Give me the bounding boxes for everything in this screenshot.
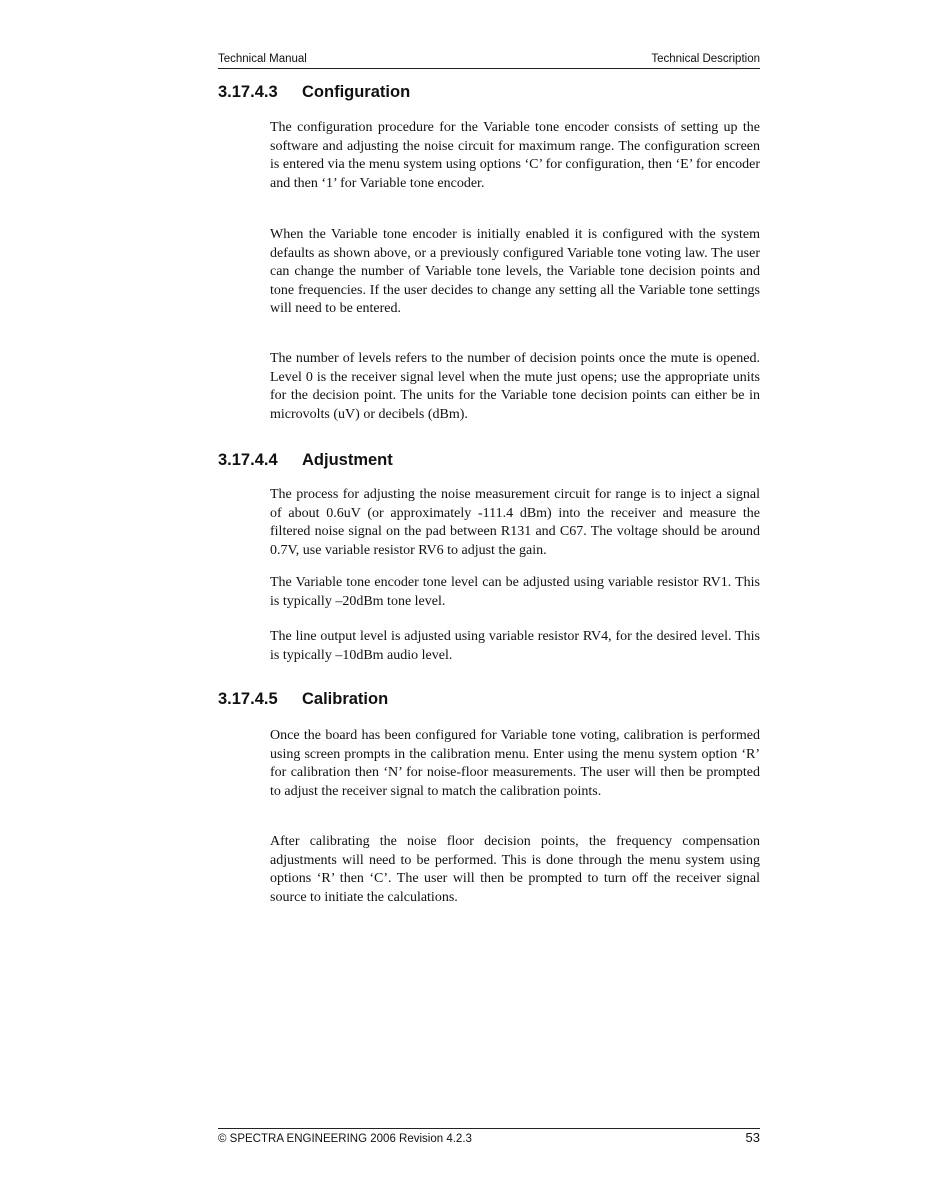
section-heading-calibration — [218, 689, 388, 709]
page-number: 53 — [745, 1130, 760, 1145]
page-footer — [218, 1128, 760, 1147]
paragraph: The process for adjusting the noise measurement circuit for range is to inject a signal of about 0.6uV (or approximately -111.4 dBm) into the receiver and measure the filtered noise signal on the pad between R131 and C67. The voltage should be around 0.7V, use variable resistor RV6 to adjust the gain. — [270, 487, 760, 558]
header-section-title: Technical Description — [651, 53, 760, 65]
section-number: 3.17.4.5 — [218, 690, 278, 708]
section-number: 3.17.4.4 — [218, 451, 278, 469]
page-header — [218, 50, 760, 69]
section-title: Adjustment — [302, 451, 393, 469]
section-heading-configuration — [218, 82, 410, 102]
paragraph: The number of levels refers to the number of decision points once the mute is opened. Level 0 is the receiver signal level when the mute just opens; use the appropriate units for the decision point. The units for the Variable tone decision points can either be in microvolts (uV) or decibels (dBm). — [270, 351, 760, 422]
paragraph: After calibrating the noise floor decision points, the frequency compensation adjustments will need to be performed. This is done through the menu system using options ‘R’ then ‘C’. The user will then be prompted to turn off the receiver signal source to initiate the calculations. — [270, 834, 760, 905]
paragraph: The configuration procedure for the Variable tone encoder consists of setting up the software and adjusting the noise circuit for maximum range. The configuration screen is entered via the menu system using options ‘C’ for configuration, then ‘E’ for encoder and then ‘1’ for Variable tone encoder. — [270, 120, 760, 191]
section-title: Calibration — [302, 690, 389, 708]
footer-copyright: © SPECTRA ENGINEERING 2006 Revision 4.2.3 — [218, 1133, 472, 1145]
paragraph: Once the board has been configured for Variable tone voting, calibration is performed using screen prompts in the calibration menu. Enter using the menu system option ‘R’ for calibration then ‘N’ for noise-floor measurements. The user will then be prompted to adjust the receiver signal to match the calibration points. — [270, 728, 760, 799]
section-title: Configuration — [302, 83, 411, 101]
section-heading-adjustment — [218, 450, 393, 470]
header-manual-title: Technical Manual — [218, 53, 307, 65]
paragraph: When the Variable tone encoder is initially enabled it is configured with the system defaults as shown above, or a previously configured Variable tone voting law. The user can change the number of Variable tone levels, the Variable tone decision points and tone frequencies. If the user decides to change any setting all the Variable tone settings will need to be entered. — [270, 227, 760, 316]
paragraph: The line output level is adjusted using variable resistor RV4, for the desired level. This is typically –10dBm audio level. — [270, 629, 760, 663]
section-number: 3.17.4.3 — [218, 83, 278, 101]
paragraph: The Variable tone encoder tone level can be adjusted using variable resistor RV1. This is typically –20dBm tone level. — [270, 575, 760, 609]
